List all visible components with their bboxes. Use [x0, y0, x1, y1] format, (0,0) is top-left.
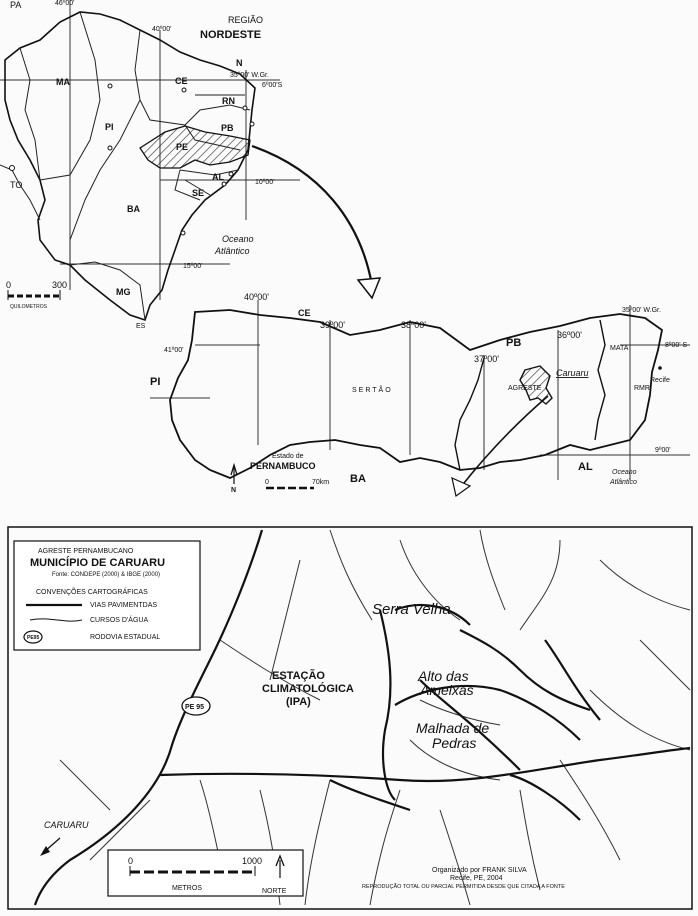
credit-line3: REPRODUÇÃO TOTAL OU PARCIAL PERMITIDA DESDE QUE CITADA A FONTE	[362, 884, 565, 890]
state-coord-lat8: 8º00' S	[665, 342, 688, 349]
place-ameixas: Ameixas	[420, 682, 474, 698]
state-title-line1: Estado de	[272, 453, 304, 460]
municipal-north-label: NORTE	[262, 888, 287, 895]
zoom-arrow-2-head	[452, 478, 470, 496]
nordeste-outline	[5, 12, 255, 320]
regional-ocean-line2: Atlântico	[215, 246, 250, 256]
region-rmr: RMR	[634, 385, 650, 392]
zoom-arrow-1-head	[358, 278, 380, 298]
city-caruaru: Caruaru	[556, 368, 589, 378]
state-coord-lon38: 38º00'	[401, 320, 427, 330]
regional-scale-end: 300	[52, 280, 68, 290]
municipal-scale-start: 0	[128, 856, 134, 866]
station-line1: ESTAÇÃO	[272, 670, 325, 682]
state-neighbor-ba: BA	[350, 473, 366, 485]
state-neighbor-ce: CE	[298, 308, 311, 318]
legend-item-roads: VIAS PAVIMENTDAS	[90, 602, 158, 609]
state-label-mg: MG	[116, 287, 131, 297]
legend-title: MUNICÍPIO DE CARUARU	[30, 557, 166, 569]
zoom-arrow-2	[460, 396, 548, 488]
coord-lon35: 35º00' W.Gr.	[230, 72, 269, 79]
state-ocean-line2: Atlântico	[610, 479, 637, 486]
state-coord-lon39: 39º00'	[320, 320, 346, 330]
state-coord-lat41: 41º00'	[164, 347, 184, 354]
credit-line1: Organizado por FRANK SILVA	[432, 867, 527, 874]
state-north-label: N	[231, 487, 237, 494]
state-neighbor-al: AL	[578, 461, 593, 473]
municipal-scale-unit: METROS	[172, 885, 202, 892]
coord-lat10: 10º00'	[255, 179, 275, 186]
state-scale-end: 70km	[312, 479, 330, 486]
coord-lat15: 15º00'	[183, 263, 203, 270]
coord-lat6: 6º00'S	[262, 82, 283, 89]
region-agreste: AGRESTE	[508, 385, 542, 392]
state-label-pa: PA	[10, 0, 22, 10]
place-malhada-de: Malhada de	[416, 720, 490, 736]
regional-ocean-line1: Oceano	[222, 234, 254, 244]
state-title-line2: PERNAMBUCO	[250, 461, 316, 471]
mg-border	[70, 262, 145, 320]
legend-subtitle: AGRESTE PERNAMBUCANO	[38, 548, 134, 555]
station-line2: CLIMATOLÓGICA	[262, 683, 354, 695]
regional-scale-start: 0	[6, 280, 12, 290]
state-label-pb: PB	[221, 123, 234, 133]
state-label-to: TO	[10, 180, 23, 190]
municipal-scale-end: 1000	[242, 856, 263, 866]
state-coord-lon37: 37º00'	[474, 354, 500, 364]
state-label-ba: BA	[127, 204, 140, 214]
region-name: NORDESTE	[200, 29, 262, 41]
zoom-arrow-1	[252, 146, 372, 285]
coord-lon40: 40º00'	[152, 26, 172, 33]
regional-map	[0, 0, 380, 330]
state-label-pe: PE	[176, 142, 189, 152]
place-serra-velha: Serra Velha	[372, 601, 451, 618]
pernambuco-outline	[170, 310, 662, 478]
state-label-es: ES	[136, 323, 146, 330]
state-label-pi: PI	[105, 122, 114, 132]
municipal-map	[8, 527, 692, 909]
credit-line2: Recife, PE, 2004	[450, 875, 503, 882]
state-label-se: SE	[192, 188, 205, 198]
coord-lon46: 46º00'	[55, 0, 75, 7]
region-label: REGIÃO	[228, 15, 264, 25]
state-coord-lat9: 9º00'	[655, 447, 671, 454]
state-label-ce: CE	[175, 76, 188, 86]
legend-conventions: CONVENÇÕES CARTOGRÁFICAS	[36, 589, 148, 596]
region-mata: MATA	[610, 345, 629, 352]
place-pedras: Pedras	[432, 735, 477, 751]
state-coord-lon36: 36º00'	[557, 330, 583, 340]
state-neighbor-pb: PB	[506, 337, 522, 349]
state-ocean-line1: Oceano	[612, 469, 637, 476]
place-alto-das: Alto das	[418, 668, 469, 684]
city-recife: Recife	[650, 377, 670, 384]
place-caruaru: CARUARU	[44, 820, 89, 830]
legend-badge-text: PE95	[27, 635, 40, 641]
legend-source: Fonte: CONDEPE (2000) & IBGE (2000)	[52, 572, 161, 578]
recife-marker	[658, 366, 662, 370]
regional-scale-unit: QUILOMETROS	[10, 304, 47, 310]
to-border	[0, 165, 40, 220]
state-label-rn: RN	[222, 96, 235, 106]
legend-item-water: CURSOS D'ÁGUA	[90, 617, 149, 624]
state-scale-start: 0	[265, 479, 269, 486]
state-coord-lon40: 40º00'	[244, 292, 270, 302]
regional-north-label: N	[236, 58, 243, 68]
legend-item-highway: RODOVIA ESTADUAL	[90, 634, 161, 641]
state-label-al: AL	[212, 172, 224, 182]
pe95-badge-text: PE 95	[185, 704, 205, 711]
state-map	[150, 292, 690, 496]
station-line3: (IPA)	[286, 696, 311, 708]
state-label-ma: MA	[56, 77, 70, 87]
region-sertao: SERTÃO	[352, 387, 393, 394]
state-neighbor-pi: PI	[150, 376, 161, 388]
regional-scale-bar	[8, 290, 60, 300]
state-coord-lon35: 35º00' W.Gr.	[622, 307, 661, 314]
